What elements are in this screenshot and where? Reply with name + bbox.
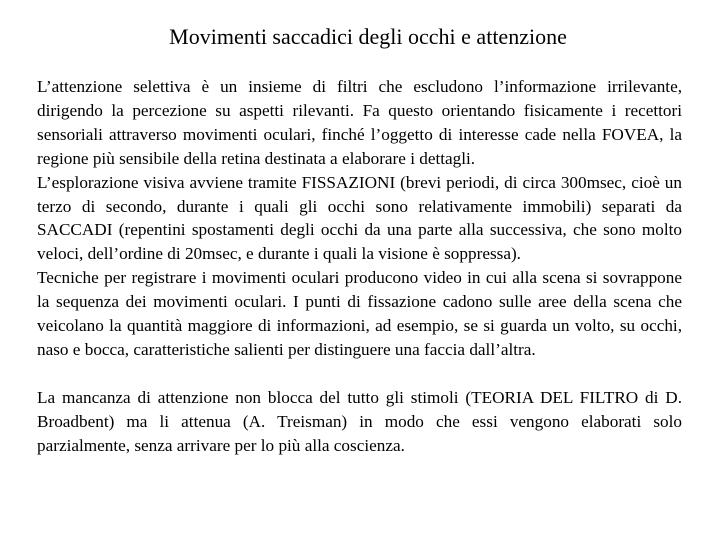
paragraph-eye-tracking: Tecniche per registrare i movimenti oculari producono video in cui alla scena si sovrappone la sequenza dei movimenti oculari. I punti di fissazione cadono sulle aree della scena che veicolano la quantità maggiore di informazioni, ad esempio, se si guarda un volto, su occhi, naso e bocca, caratteristiche salienti per distinguere una faccia dall’altra. [37,268,682,359]
slide-body [37,75,682,457]
slide-title: Movimenti saccadici degli occhi e attenzione [169,24,567,49]
paragraph-selective-attention: L’attenzione selettiva è un insieme di filtri che escludono l’informazione irrilevante, dirigendo la percezione su aspetti rilevanti. Fa questo orientando fisicamente i recettori sensoriali attraverso movimenti oculari, finché l’oggetto di interesse cade nella FOVEA, la regione più sensibile della retina destinata a elaborare i dettagli. [37,77,682,168]
paragraph-visual-exploration: L’esplorazione visiva avviene tramite FISSAZIONI (brevi periodi, di circa 300msec, cioè un terzo di secondo, durante i quali gli occhi sono relativamente immobili) separati da SACCADI (repentini spostamenti degli occhi da una parte alla successiva, che sono molto veloci, dell’ordine di 20msec, e durante i quali la visione è soppressa). [37,172,682,264]
paragraph-filter-theory: La mancanza di attenzione non blocca del tutto gli stimoli (TEORIA DEL FILTRO di D. Broadbent) ma li attenua (A. Treisman) in modo che essi vengono elaborati solo parzialmente, senza arrivare per lo più alla coscienza. [37,387,682,455]
paragraph-spacer [37,362,682,386]
